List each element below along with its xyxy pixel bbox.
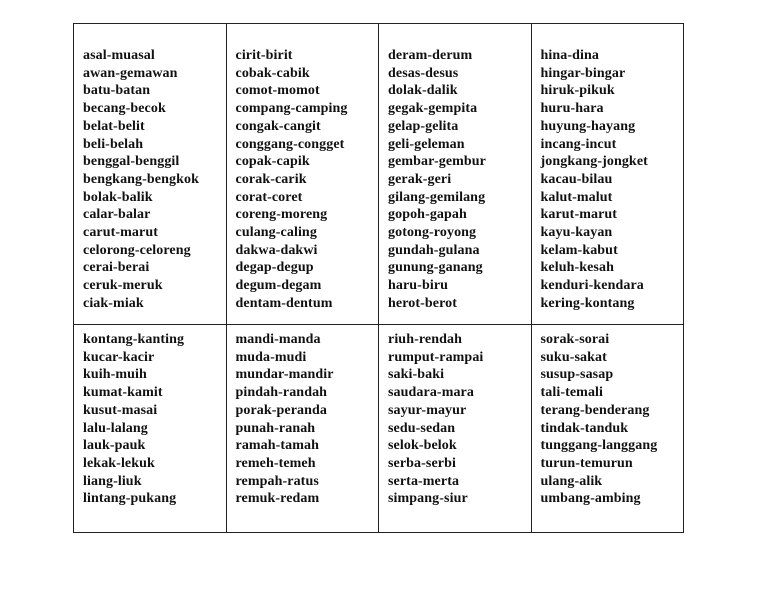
word-item: copak-capik bbox=[235, 154, 310, 170]
word-item: suku-sakat bbox=[540, 349, 607, 365]
word-list bbox=[379, 24, 531, 313]
word-item: desas-desus bbox=[388, 65, 459, 81]
table-cell bbox=[531, 24, 684, 325]
word-item: lekak-lekuk bbox=[83, 455, 155, 471]
word-item: beli-belah bbox=[83, 136, 144, 152]
word-item: culang-caling bbox=[235, 225, 317, 241]
word-item: serba-serbi bbox=[388, 455, 456, 471]
word-item: coreng-moreng bbox=[235, 207, 328, 223]
word-item: ramah-tamah bbox=[235, 438, 320, 454]
word-item: gembar-gembur bbox=[388, 154, 486, 170]
word-item: punah-ranah bbox=[235, 420, 316, 436]
word-list bbox=[227, 24, 379, 313]
word-list bbox=[532, 325, 684, 508]
word-item: sedu-sedan bbox=[388, 420, 456, 436]
word-item: congak-cangit bbox=[235, 118, 321, 134]
word-item: tunggang-langgang bbox=[540, 438, 658, 454]
table-cell bbox=[226, 24, 379, 325]
word-list bbox=[227, 325, 379, 508]
word-item: ciak-miak bbox=[83, 295, 144, 311]
word-item: ulang-alik bbox=[540, 473, 603, 489]
word-item: corak-carik bbox=[235, 171, 307, 187]
word-item: dakwa-dakwi bbox=[235, 242, 318, 258]
word-item: serta-merta bbox=[388, 473, 460, 489]
word-item: belat-belit bbox=[83, 118, 145, 134]
table-cell bbox=[531, 325, 684, 533]
word-item: cerai-berai bbox=[83, 260, 150, 276]
word-item: lintang-pukang bbox=[83, 491, 177, 507]
word-item: jongkang-jongket bbox=[540, 154, 648, 170]
word-item: kusut-masai bbox=[83, 402, 158, 418]
word-item: bolak-balik bbox=[83, 189, 153, 205]
word-item: keluh-kesah bbox=[540, 260, 614, 276]
word-item: degap-degup bbox=[235, 260, 314, 276]
word-item: kering-kontang bbox=[540, 295, 635, 311]
word-list bbox=[74, 325, 226, 508]
word-item: saki-baki bbox=[388, 367, 445, 383]
word-item: liang-liuk bbox=[83, 473, 142, 489]
word-item: kayu-kayan bbox=[540, 225, 613, 241]
word-item: gotong-royong bbox=[388, 225, 477, 241]
word-item: gerak-geri bbox=[388, 171, 452, 187]
word-item: gunung-ganang bbox=[388, 260, 483, 276]
word-item: carut-marut bbox=[83, 225, 158, 241]
word-item: sayur-mayur bbox=[388, 402, 467, 418]
table-cell bbox=[379, 24, 532, 325]
word-item: susup-sasap bbox=[540, 367, 614, 383]
word-item: gilang-gemilang bbox=[388, 189, 486, 205]
word-item: degum-degam bbox=[235, 278, 322, 294]
word-item: dentam-dentum bbox=[235, 295, 333, 311]
word-item: tali-temali bbox=[540, 385, 604, 401]
word-list bbox=[74, 24, 226, 313]
word-item: hiruk-pikuk bbox=[540, 83, 615, 99]
word-item: lalu-lalang bbox=[83, 420, 148, 436]
word-item: ceruk-meruk bbox=[83, 278, 163, 294]
table-row bbox=[74, 325, 684, 533]
word-item: conggang-congget bbox=[235, 136, 345, 152]
word-item: hina-dina bbox=[540, 48, 599, 63]
word-item: rumput-rampai bbox=[388, 349, 484, 365]
word-item: incang-incut bbox=[540, 136, 617, 152]
word-item: simpang-siur bbox=[388, 491, 468, 507]
word-item: gelap-gelita bbox=[388, 118, 459, 134]
word-item: gundah-gulana bbox=[388, 242, 480, 258]
table-row bbox=[74, 24, 684, 325]
word-list bbox=[379, 325, 531, 508]
word-table bbox=[73, 23, 684, 533]
word-item: huru-hara bbox=[540, 101, 604, 117]
word-item: turun-temurun bbox=[540, 455, 633, 471]
word-item: comot-momot bbox=[235, 83, 320, 99]
word-item: kacau-bilau bbox=[540, 171, 613, 187]
table-cell bbox=[379, 325, 532, 533]
word-item: sorak-sorai bbox=[540, 332, 610, 347]
word-item: mandi-manda bbox=[235, 332, 321, 347]
table-cell bbox=[74, 24, 227, 325]
word-item: bengkang-bengkok bbox=[83, 171, 199, 187]
word-item: selok-belok bbox=[388, 438, 457, 454]
word-item: terang-benderang bbox=[540, 402, 650, 418]
word-item: herot-berot bbox=[388, 295, 458, 311]
word-item: cirit-birit bbox=[235, 48, 293, 63]
word-item: riuh-rendah bbox=[388, 332, 462, 347]
word-item: mundar-mandir bbox=[235, 367, 334, 383]
word-item: asal-muasal bbox=[83, 48, 155, 63]
word-item: rempah-ratus bbox=[235, 473, 319, 489]
word-item: umbang-ambing bbox=[540, 491, 641, 507]
word-item: dolak-dalik bbox=[388, 83, 458, 99]
word-item: corat-coret bbox=[235, 189, 303, 205]
word-item: kuih-muih bbox=[83, 367, 147, 383]
word-item: kalut-malut bbox=[540, 189, 613, 205]
word-item: pindah-randah bbox=[235, 385, 328, 401]
word-item: deram-derum bbox=[388, 48, 473, 63]
word-item: benggal-benggil bbox=[83, 154, 180, 170]
word-item: porak-peranda bbox=[235, 402, 328, 418]
word-item: calar-balar bbox=[83, 207, 151, 223]
word-item: karut-marut bbox=[540, 207, 618, 223]
table-cell bbox=[74, 325, 227, 533]
word-item: kenduri-kendara bbox=[540, 278, 644, 294]
word-item: huyung-hayang bbox=[540, 118, 636, 134]
word-item: tindak-tanduk bbox=[540, 420, 629, 436]
word-item: muda-mudi bbox=[235, 349, 307, 365]
word-item: saudara-mara bbox=[388, 385, 474, 401]
word-item: lauk-pauk bbox=[83, 438, 146, 454]
word-item: awan-gemawan bbox=[83, 65, 178, 81]
word-item: gegak-gempita bbox=[388, 101, 478, 117]
word-item: remuk-redam bbox=[235, 491, 320, 507]
word-item: geli-geleman bbox=[388, 136, 465, 152]
word-item: gopoh-gapah bbox=[388, 207, 467, 223]
word-item: haru-biru bbox=[388, 278, 449, 294]
word-item: becang-becok bbox=[83, 101, 166, 117]
word-item: celorong-celoreng bbox=[83, 242, 191, 258]
word-item: compang-camping bbox=[235, 101, 348, 117]
word-item: kumat-kamit bbox=[83, 385, 163, 401]
word-item: kontang-kanting bbox=[83, 332, 185, 347]
word-item: hingar-bingar bbox=[540, 65, 626, 81]
word-item: remeh-temeh bbox=[235, 455, 316, 471]
word-item: kucar-kacir bbox=[83, 349, 155, 365]
word-list bbox=[532, 24, 684, 313]
table-cell bbox=[226, 325, 379, 533]
word-item: batu-batan bbox=[83, 83, 151, 99]
word-item: cobak-cabik bbox=[235, 65, 310, 81]
word-item: kelam-kabut bbox=[540, 242, 618, 258]
